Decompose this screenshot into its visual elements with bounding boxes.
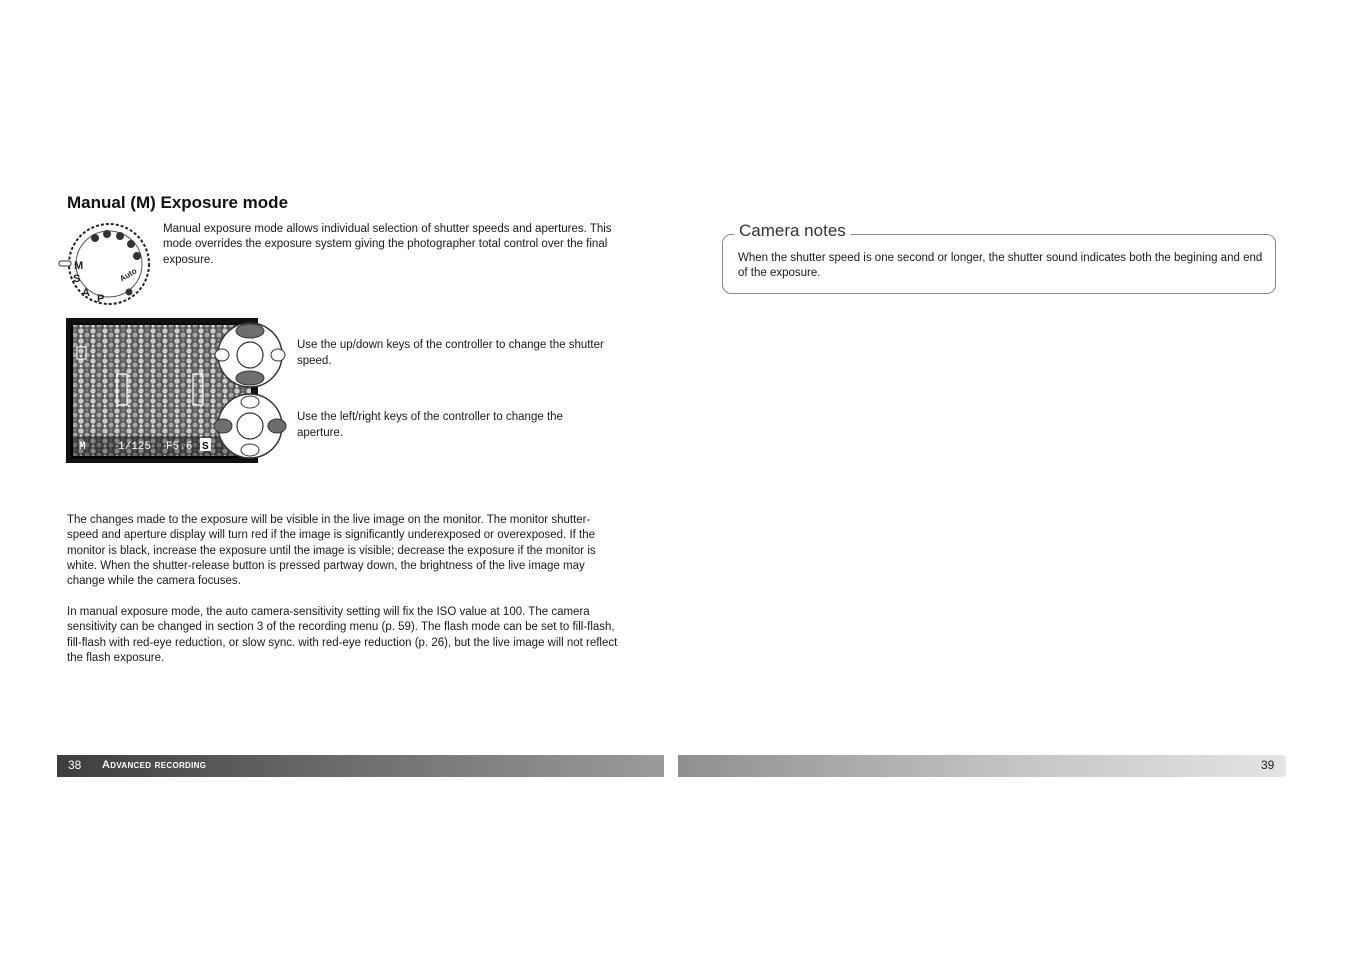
monitor-af-mode: S [202,441,209,452]
controller-illustrations [210,320,292,462]
monitor-mode-label: M [79,441,86,453]
dial-label-m: M [74,260,84,272]
instruction-leftright: Use the left/right keys of the controller to change the aperture. [297,411,563,439]
body-paragraph-2: In manual exposure mode, the auto camera-sensitivity setting will fix the ISO value at 100. The camera sensitivity can be changed in section 3 of the recording menu (p. 59). The flash mode can be set to fill-flash, fill-flash with red-eye reduction, or slow sync. with red-eye reduction (p. 26), but the live image will not reflect the flash exposure. [67,606,618,664]
camera-notes-title: Camera notes [734,221,851,241]
monitor-shutter-value: 1/125 [118,441,152,453]
camera-notes-text: When the shutter speed is one second or longer, the shutter sound indicates both the begining and end of the exposure. [738,252,1263,280]
controller-updown-icon [215,323,285,387]
mode-dial-illustration [57,220,157,310]
dial-label-s: S [73,273,81,285]
instruction-updown: Use the up/down keys of the controller to change the shutter speed. [297,339,604,367]
body-paragraph-1: The changes made to the exposure will be visible in the live image on the monitor. The monitor shutter-speed and aperture display will turn red if the image is significantly underexposed or overexposed. If the monitor is black, increase the exposure until the image is visible; decrease the exposure if the monitor is white. When the shutter-release button is pressed partway down, the brightness of the live image may change while the camera focuses. [67,514,596,588]
section-name: Advanced recording [102,759,207,771]
controller-leftright-icon [214,394,286,458]
page-number-right: 39 [1261,758,1275,772]
footer-bar-right [678,755,1286,777]
dial-label-auto: Auto [118,266,139,284]
page-title: Manual (M) Exposure mode [67,193,289,212]
monitor-aperture-value: F5.6 [166,441,193,453]
dial-label-a: A [82,287,90,299]
intro-text: Manual exposure mode allows individual selection of shutter speeds and apertures. This mode overrides the exposure system giving the photographer total control over the final exposure. [163,223,612,266]
dial-label-p: P [97,293,105,305]
page-number-left: 38 [68,758,82,772]
